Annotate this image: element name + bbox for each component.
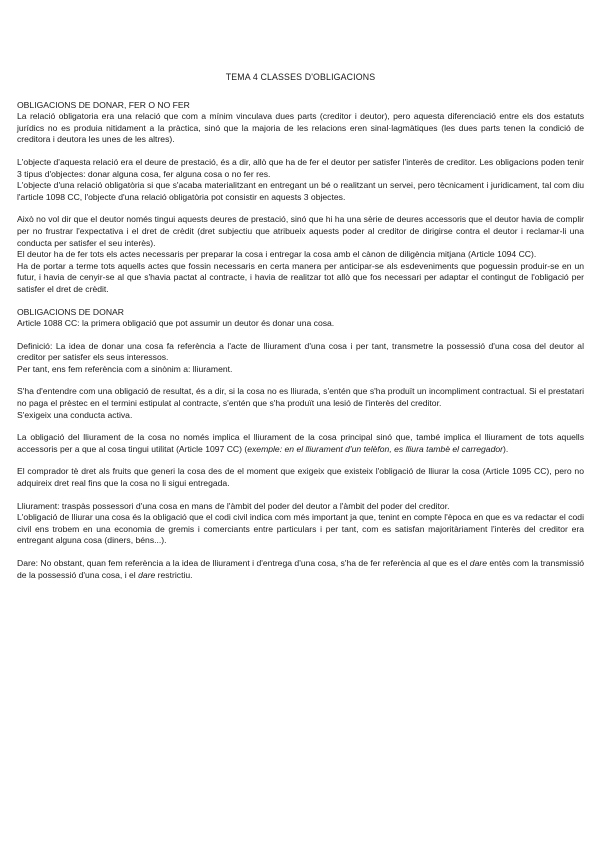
- paragraph-text: entès com la transmissió de la possessió d'una cosa, i el: [17, 558, 584, 580]
- paragraph: Article 1088 CC: la primera obligació que pot assumir un deutor és donar una cosa.: [17, 318, 335, 329]
- paragraph: Definició: La idea de donar una cosa fa referència a l'acte de lliurament d'una cosa i per tant, transmetre la possessió d'una cosa del deutor al creditor per satisfer els seus interessos.: [17, 340, 584, 363]
- italic-term: dare: [469, 558, 487, 568]
- paragraph: El comprador tè dret als fruits que generi la cosa des de el moment que exigeix que existeix l'obligació de lliurar la cosa (Article 1095 CC), pero no adquireix dret real fins que la cosa no li sigui entregada.: [17, 466, 584, 489]
- paragraph-text: restrictiu.: [155, 569, 193, 580]
- paragraph: Lliurament: traspàs possessori d'una cosa en mans de l'àmbit del poder del deutor a l'àmbit del poder del creditor.: [17, 500, 450, 511]
- section-heading-donar: OBLIGACIONS DE DONAR: [17, 306, 124, 317]
- paragraph-text: ).: [503, 443, 509, 454]
- paragraph: Per tant, ens fem referència com a sinònim a: lliurament.: [17, 363, 233, 374]
- paragraph: L'objecte d'aquesta relació era el deure de prestació, és a dir, allò que ha de fer el deutor per satisfer l'interès de creditor. Les obligacions poden tenir 3 tipus d'objectes: donar alguna cosa, fer alguna cosa o no fer res.: [17, 156, 584, 179]
- paragraph: S'ha d'entendre com una obligació de resultat, és a dir, si la cosa no es lliurada, s'entén que s'ha produït un incompliment contractual. Si el prestatari no paga el prèstec en el termini estipulat al contracte, s'entén que s'ha produït una lesió de l'interès del creditor.: [17, 386, 584, 409]
- paragraph: S'exigeix una conducta activa.: [17, 409, 133, 420]
- paragraph: El deutor ha de fer tots els actes necessaris per preparar la cosa i entregar la cosa amb el cànon de diligència mitjana (Article 1094 CC).: [17, 249, 537, 260]
- document-title: TEMA 4 CLASSES D'OBLIGACIONS: [225, 72, 376, 82]
- italic-term: dare: [138, 569, 156, 580]
- paragraph: L'obligació de lliurar una cosa és la obligació que el codi civil indica com més important ja que, tenint en compte l'època en que es va redactar el codi civil ens trobem en una economia de gremis i comerciants entre particulars i per tant, com es satisfan majoritàriament l'interès del creditor era entregant alguna cosa (diners, béns...).: [17, 512, 584, 546]
- paragraph: L'objecte d'una relació obligatòria si que s'acaba materialitzant en entregant un bé o realitzant un servei, pero tècnicament i juridicament, tal com diu l'article 1098 CC, l'objecte d'una relació obligatòria pot consistir en aquests 3 objectes.: [17, 180, 584, 202]
- paragraph: Ha de portar a terme tots aquells actes que fossin necessaris en certa manera per anticipar-se als esdeveniments que poguessin produir-se en un futur, i havia de cenyir-se al que s'havia pactat al contracte, i havia de realitzar tot allò que fos necessari per adaptar el contingut de l'obligació per satisfer el dret de crèdit.: [17, 260, 584, 294]
- paragraph-text: La obligació del lliurament de la cosa no només implica el lliurament de la cosa principal sinó que, també implica el lliurament de tots aquells accessoris per a que al cosa tingui utilitat (Article 1097 CC) (: [17, 432, 584, 454]
- paragraph: La relació obligatoria era una relació que com a mínim vinculava dues parts (creditor i deutor), pero aquesta diferenciació entre els dos estatuts jurídics no es produia nitidament a la pràctica, sinó que la majoria de les relacions eren sinal·lagmàtiques (les dues parts tenen la condició de creditora i deutora les unes de les altres).: [17, 111, 584, 145]
- paragraph: [17, 432, 584, 455]
- paragraph: Això no vol dir que el deutor només tingui aquests deures de prestació, sinó que hi ha una sèrie de deures accessoris que el deutor havia de complir per no frustrar l'expectativa i el dret de crèdit (dret subjectiu que atribueix aquests poder al creditor de dirigirse contra el deutor i reclamar-li una conducta per satisfer el seu interès).: [17, 214, 584, 248]
- section-heading-donar-fer: OBLIGACIONS DE DONAR, FER O NO FER: [17, 99, 190, 110]
- example-text: exemple: en el lliurament d'un telèfon, es lliura tambè el carregador: [247, 443, 504, 454]
- paragraph-text: Dare: No obstant, quan fem referència a la idea de lliurament i d'entrega d'una cosa, s'ha de fer referència al que es el: [17, 558, 470, 568]
- paragraph: [17, 558, 584, 581]
